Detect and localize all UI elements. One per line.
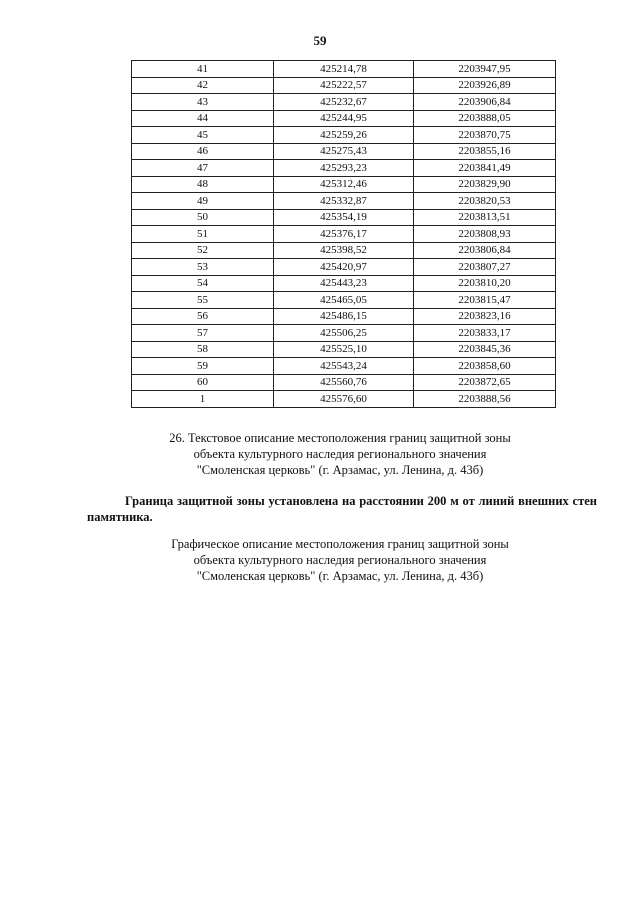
table-row bbox=[132, 391, 556, 408]
y-coordinate-cell: 2203845,36 bbox=[414, 341, 556, 358]
x-coordinate-cell: 425398,52 bbox=[274, 242, 414, 259]
y-coordinate-cell: 2203906,84 bbox=[414, 94, 556, 111]
y-coordinate-cell: 2203813,51 bbox=[414, 209, 556, 226]
y-coordinate-cell: 2203806,84 bbox=[414, 242, 556, 259]
x-coordinate-cell: 425354,19 bbox=[274, 209, 414, 226]
coordinates-table-body bbox=[132, 61, 556, 408]
table-row bbox=[132, 143, 556, 160]
x-coordinate-cell: 425214,78 bbox=[274, 61, 414, 78]
table-row bbox=[132, 259, 556, 276]
coordinates-table bbox=[131, 60, 556, 408]
y-coordinate-cell: 2203810,20 bbox=[414, 275, 556, 292]
x-coordinate-cell: 425232,67 bbox=[274, 94, 414, 111]
section-title-line: 26. Текстовое описание местоположения границ защитной зоны bbox=[169, 431, 511, 445]
x-coordinate-cell: 425244,95 bbox=[274, 110, 414, 127]
y-coordinate-cell: 2203947,95 bbox=[414, 61, 556, 78]
section-body-text: Граница защитной зоны установлена на расстоянии 200 м от линий внешних стен памятника. bbox=[87, 494, 597, 524]
graphic-title-line: Графическое описание местоположения границ защитной зоны bbox=[171, 537, 509, 551]
section-title bbox=[100, 430, 580, 478]
section-title-line: "Смоленская церковь" (г. Арзамас, ул. Ленина, д. 43б) bbox=[196, 463, 484, 477]
point-number-cell: 46 bbox=[132, 143, 274, 160]
x-coordinate-cell: 425486,15 bbox=[274, 308, 414, 325]
table-row bbox=[132, 110, 556, 127]
y-coordinate-cell: 2203841,49 bbox=[414, 160, 556, 177]
point-number-cell: 44 bbox=[132, 110, 274, 127]
table-row bbox=[132, 341, 556, 358]
section-title-line: объекта культурного наследия регионального значения bbox=[193, 447, 487, 461]
x-coordinate-cell: 425443,23 bbox=[274, 275, 414, 292]
point-number-cell: 49 bbox=[132, 193, 274, 210]
section-body bbox=[87, 493, 597, 525]
x-coordinate-cell: 425465,05 bbox=[274, 292, 414, 309]
table-row bbox=[132, 127, 556, 144]
x-coordinate-cell: 425560,76 bbox=[274, 374, 414, 391]
table-row bbox=[132, 209, 556, 226]
y-coordinate-cell: 2203823,16 bbox=[414, 308, 556, 325]
y-coordinate-cell: 2203833,17 bbox=[414, 325, 556, 342]
table-row bbox=[132, 160, 556, 177]
table-row bbox=[132, 226, 556, 243]
table-row bbox=[132, 358, 556, 375]
x-coordinate-cell: 425312,46 bbox=[274, 176, 414, 193]
point-number-cell: 52 bbox=[132, 242, 274, 259]
graphic-title-line: "Смоленская церковь" (г. Арзамас, ул. Ленина, д. 43б) bbox=[196, 569, 484, 583]
table-row bbox=[132, 77, 556, 94]
x-coordinate-cell: 425576,60 bbox=[274, 391, 414, 408]
table-row bbox=[132, 308, 556, 325]
x-coordinate-cell: 425332,87 bbox=[274, 193, 414, 210]
point-number-cell: 55 bbox=[132, 292, 274, 309]
point-number-cell: 58 bbox=[132, 341, 274, 358]
y-coordinate-cell: 2203808,93 bbox=[414, 226, 556, 243]
point-number-cell: 57 bbox=[132, 325, 274, 342]
point-number-cell: 51 bbox=[132, 226, 274, 243]
y-coordinate-cell: 2203829,90 bbox=[414, 176, 556, 193]
point-number-cell: 43 bbox=[132, 94, 274, 111]
point-number-cell: 42 bbox=[132, 77, 274, 94]
graphic-description-title bbox=[100, 536, 580, 584]
point-number-cell: 45 bbox=[132, 127, 274, 144]
point-number-cell: 53 bbox=[132, 259, 274, 276]
y-coordinate-cell: 2203820,53 bbox=[414, 193, 556, 210]
point-number-cell: 50 bbox=[132, 209, 274, 226]
point-number-cell: 54 bbox=[132, 275, 274, 292]
y-coordinate-cell: 2203807,27 bbox=[414, 259, 556, 276]
x-coordinate-cell: 425275,43 bbox=[274, 143, 414, 160]
x-coordinate-cell: 425420,97 bbox=[274, 259, 414, 276]
graphic-title-line: объекта культурного наследия регионального значения bbox=[193, 553, 487, 567]
point-number-cell: 47 bbox=[132, 160, 274, 177]
x-coordinate-cell: 425506,25 bbox=[274, 325, 414, 342]
point-number-cell: 60 bbox=[132, 374, 274, 391]
y-coordinate-cell: 2203926,89 bbox=[414, 77, 556, 94]
x-coordinate-cell: 425543,24 bbox=[274, 358, 414, 375]
x-coordinate-cell: 425525,10 bbox=[274, 341, 414, 358]
y-coordinate-cell: 2203888,56 bbox=[414, 391, 556, 408]
y-coordinate-cell: 2203855,16 bbox=[414, 143, 556, 160]
y-coordinate-cell: 2203858,60 bbox=[414, 358, 556, 375]
point-number-cell: 56 bbox=[132, 308, 274, 325]
table-row bbox=[132, 275, 556, 292]
table-row bbox=[132, 292, 556, 309]
y-coordinate-cell: 2203815,47 bbox=[414, 292, 556, 309]
point-number-cell: 48 bbox=[132, 176, 274, 193]
table-row bbox=[132, 325, 556, 342]
table-row bbox=[132, 374, 556, 391]
table-row bbox=[132, 176, 556, 193]
y-coordinate-cell: 2203870,75 bbox=[414, 127, 556, 144]
x-coordinate-cell: 425376,17 bbox=[274, 226, 414, 243]
table-row bbox=[132, 61, 556, 78]
table-row bbox=[132, 94, 556, 111]
x-coordinate-cell: 425222,57 bbox=[274, 77, 414, 94]
table-row bbox=[132, 193, 556, 210]
x-coordinate-cell: 425259,26 bbox=[274, 127, 414, 144]
point-number-cell: 59 bbox=[132, 358, 274, 375]
y-coordinate-cell: 2203888,05 bbox=[414, 110, 556, 127]
point-number-cell: 1 bbox=[132, 391, 274, 408]
page-number: 59 bbox=[313, 33, 327, 48]
table-row bbox=[132, 242, 556, 259]
x-coordinate-cell: 425293,23 bbox=[274, 160, 414, 177]
y-coordinate-cell: 2203872,65 bbox=[414, 374, 556, 391]
point-number-cell: 41 bbox=[132, 61, 274, 78]
